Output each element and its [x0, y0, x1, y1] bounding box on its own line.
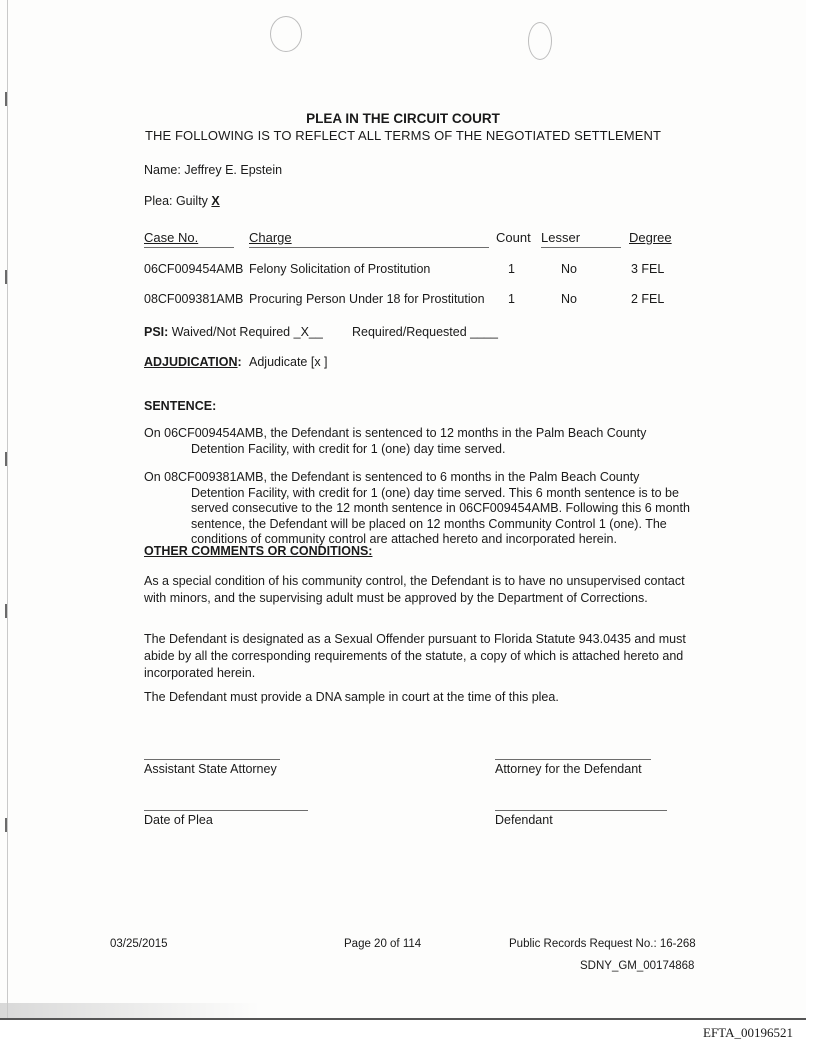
cell-degree: 3 FEL: [631, 262, 665, 276]
cell-charge: Procuring Person Under 18 for Prostitution: [249, 292, 485, 306]
psi-required-mark: ____: [470, 325, 498, 339]
header-underline: [144, 247, 234, 248]
scan-edge-rule: [7, 0, 8, 1018]
name-value: Jeffrey E. Epstein: [184, 163, 283, 177]
adjudication-value: Adjudicate [x ]: [249, 355, 328, 369]
psi-waived-label: Waived/Not Required: [171, 325, 291, 339]
scan-edge-mark: [5, 270, 13, 284]
footer-request-number: Public Records Request No.: 16-268: [509, 938, 696, 950]
sentence-continuation: Detention Facility, with credit for 1 (one) day time served. This 6 month sentence is to be served consecutive to the 12 month sentence in 06CF009454AMB. Following this 6 month sentence, the Defendant will be placed on 12 months Community Control 1 (one). The conditions of community control are attached hereto and incorporated herein.: [191, 485, 690, 546]
plea-label: Plea: Guilty: [144, 194, 208, 208]
psi-line: [144, 325, 323, 339]
defendant-label: Defendant: [495, 813, 553, 827]
date-of-plea-label: Date of Plea: [144, 813, 213, 827]
psi-required: [352, 325, 498, 339]
plea-guilty-mark: X: [211, 194, 220, 208]
header-case-no: Case No.: [144, 230, 198, 245]
header-lesser: Lesser: [541, 230, 580, 245]
scan-edge-mark: [5, 818, 13, 832]
condition-paragraph: The Defendant must provide a DNA sample in court at the time of this plea.: [144, 690, 559, 704]
footer-page-number: Page 20 of 114: [344, 938, 422, 950]
punch-hole-mark: [270, 16, 302, 52]
psi-required-label: Required/Requested: [352, 325, 467, 339]
scan-edge-mark: [5, 604, 13, 618]
name-label: Name:: [144, 163, 181, 177]
scan-left-edge: [0, 0, 22, 1018]
cell-charge: Felony Solicitation of Prostitution: [249, 262, 431, 276]
header-underline: [249, 247, 489, 248]
page-bottom-rule: [0, 1018, 806, 1020]
cell-case-no: 06CF009454AMB: [144, 262, 244, 276]
cell-count: 1: [508, 262, 515, 276]
scan-smudge: [0, 1003, 260, 1018]
signature-line: [495, 759, 651, 760]
cell-case-no: 08CF009381AMB: [144, 292, 244, 306]
cell-count: 1: [508, 292, 515, 306]
adjudication-heading: ADJUDICATION:: [144, 355, 242, 369]
plea-field: [144, 194, 220, 208]
cell-lesser: No: [561, 292, 577, 306]
attorney-for-defendant-label: Attorney for the Defendant: [495, 762, 642, 776]
sentence-first-line: On 06CF009454AMB, the Defendant is sentenced to 12 months in the Palm Beach County: [144, 426, 647, 440]
header-charge: Charge: [249, 230, 292, 245]
scan-edge-mark: [5, 92, 13, 106]
cell-degree: 2 FEL: [631, 292, 665, 306]
footer-bates-number: SDNY_GM_00174868: [580, 960, 695, 972]
header-underline: [541, 247, 621, 248]
punch-hole-mark: [528, 22, 552, 60]
header-degree: Degree: [629, 230, 672, 245]
sentence-heading: SENTENCE:: [144, 399, 217, 413]
efta-stamp: EFTA_00196521: [703, 1025, 793, 1040]
signature-line: [144, 759, 280, 760]
conditions-heading: OTHER COMMENTS OR CONDITIONS:: [144, 544, 373, 558]
signature-line: [495, 810, 667, 811]
sentence-continuation: Detention Facility, with credit for 1 (one) day time served.: [191, 441, 506, 456]
document-subtitle: THE FOLLOWING IS TO REFLECT ALL TERMS OF THE NEGOTIATED SETTLEMENT: [144, 128, 662, 143]
footer-date: 03/25/2015: [110, 938, 168, 950]
document-title: PLEA IN THE CIRCUIT COURT: [306, 111, 500, 126]
condition-paragraph: The Defendant is designated as a Sexual Offender pursuant to Florida Statute 943.0435 and must abide by all the corresponding requirements of the statute, a copy of which is attached hereto and incorporated herein.: [144, 632, 686, 680]
name-field: [144, 163, 282, 177]
header-count: Count: [496, 230, 531, 245]
sentence-item: [144, 426, 700, 457]
cell-lesser: No: [561, 262, 577, 276]
sentence-first-line: On 08CF009381AMB, the Defendant is sentenced to 6 months in the Palm Beach County: [144, 470, 640, 484]
psi-label: PSI:: [144, 325, 169, 339]
psi-waived-mark: _X__: [293, 325, 323, 339]
condition-paragraph: As a special condition of his community control, the Defendant is to have no unsupervised contact with minors, and the supervising adult must be approved by the Department of Corrections.: [144, 574, 685, 605]
assistant-state-attorney-label: Assistant State Attorney: [144, 762, 277, 776]
signature-line: [144, 810, 308, 811]
scan-edge-mark: [5, 452, 13, 466]
sentence-item: [144, 470, 700, 548]
